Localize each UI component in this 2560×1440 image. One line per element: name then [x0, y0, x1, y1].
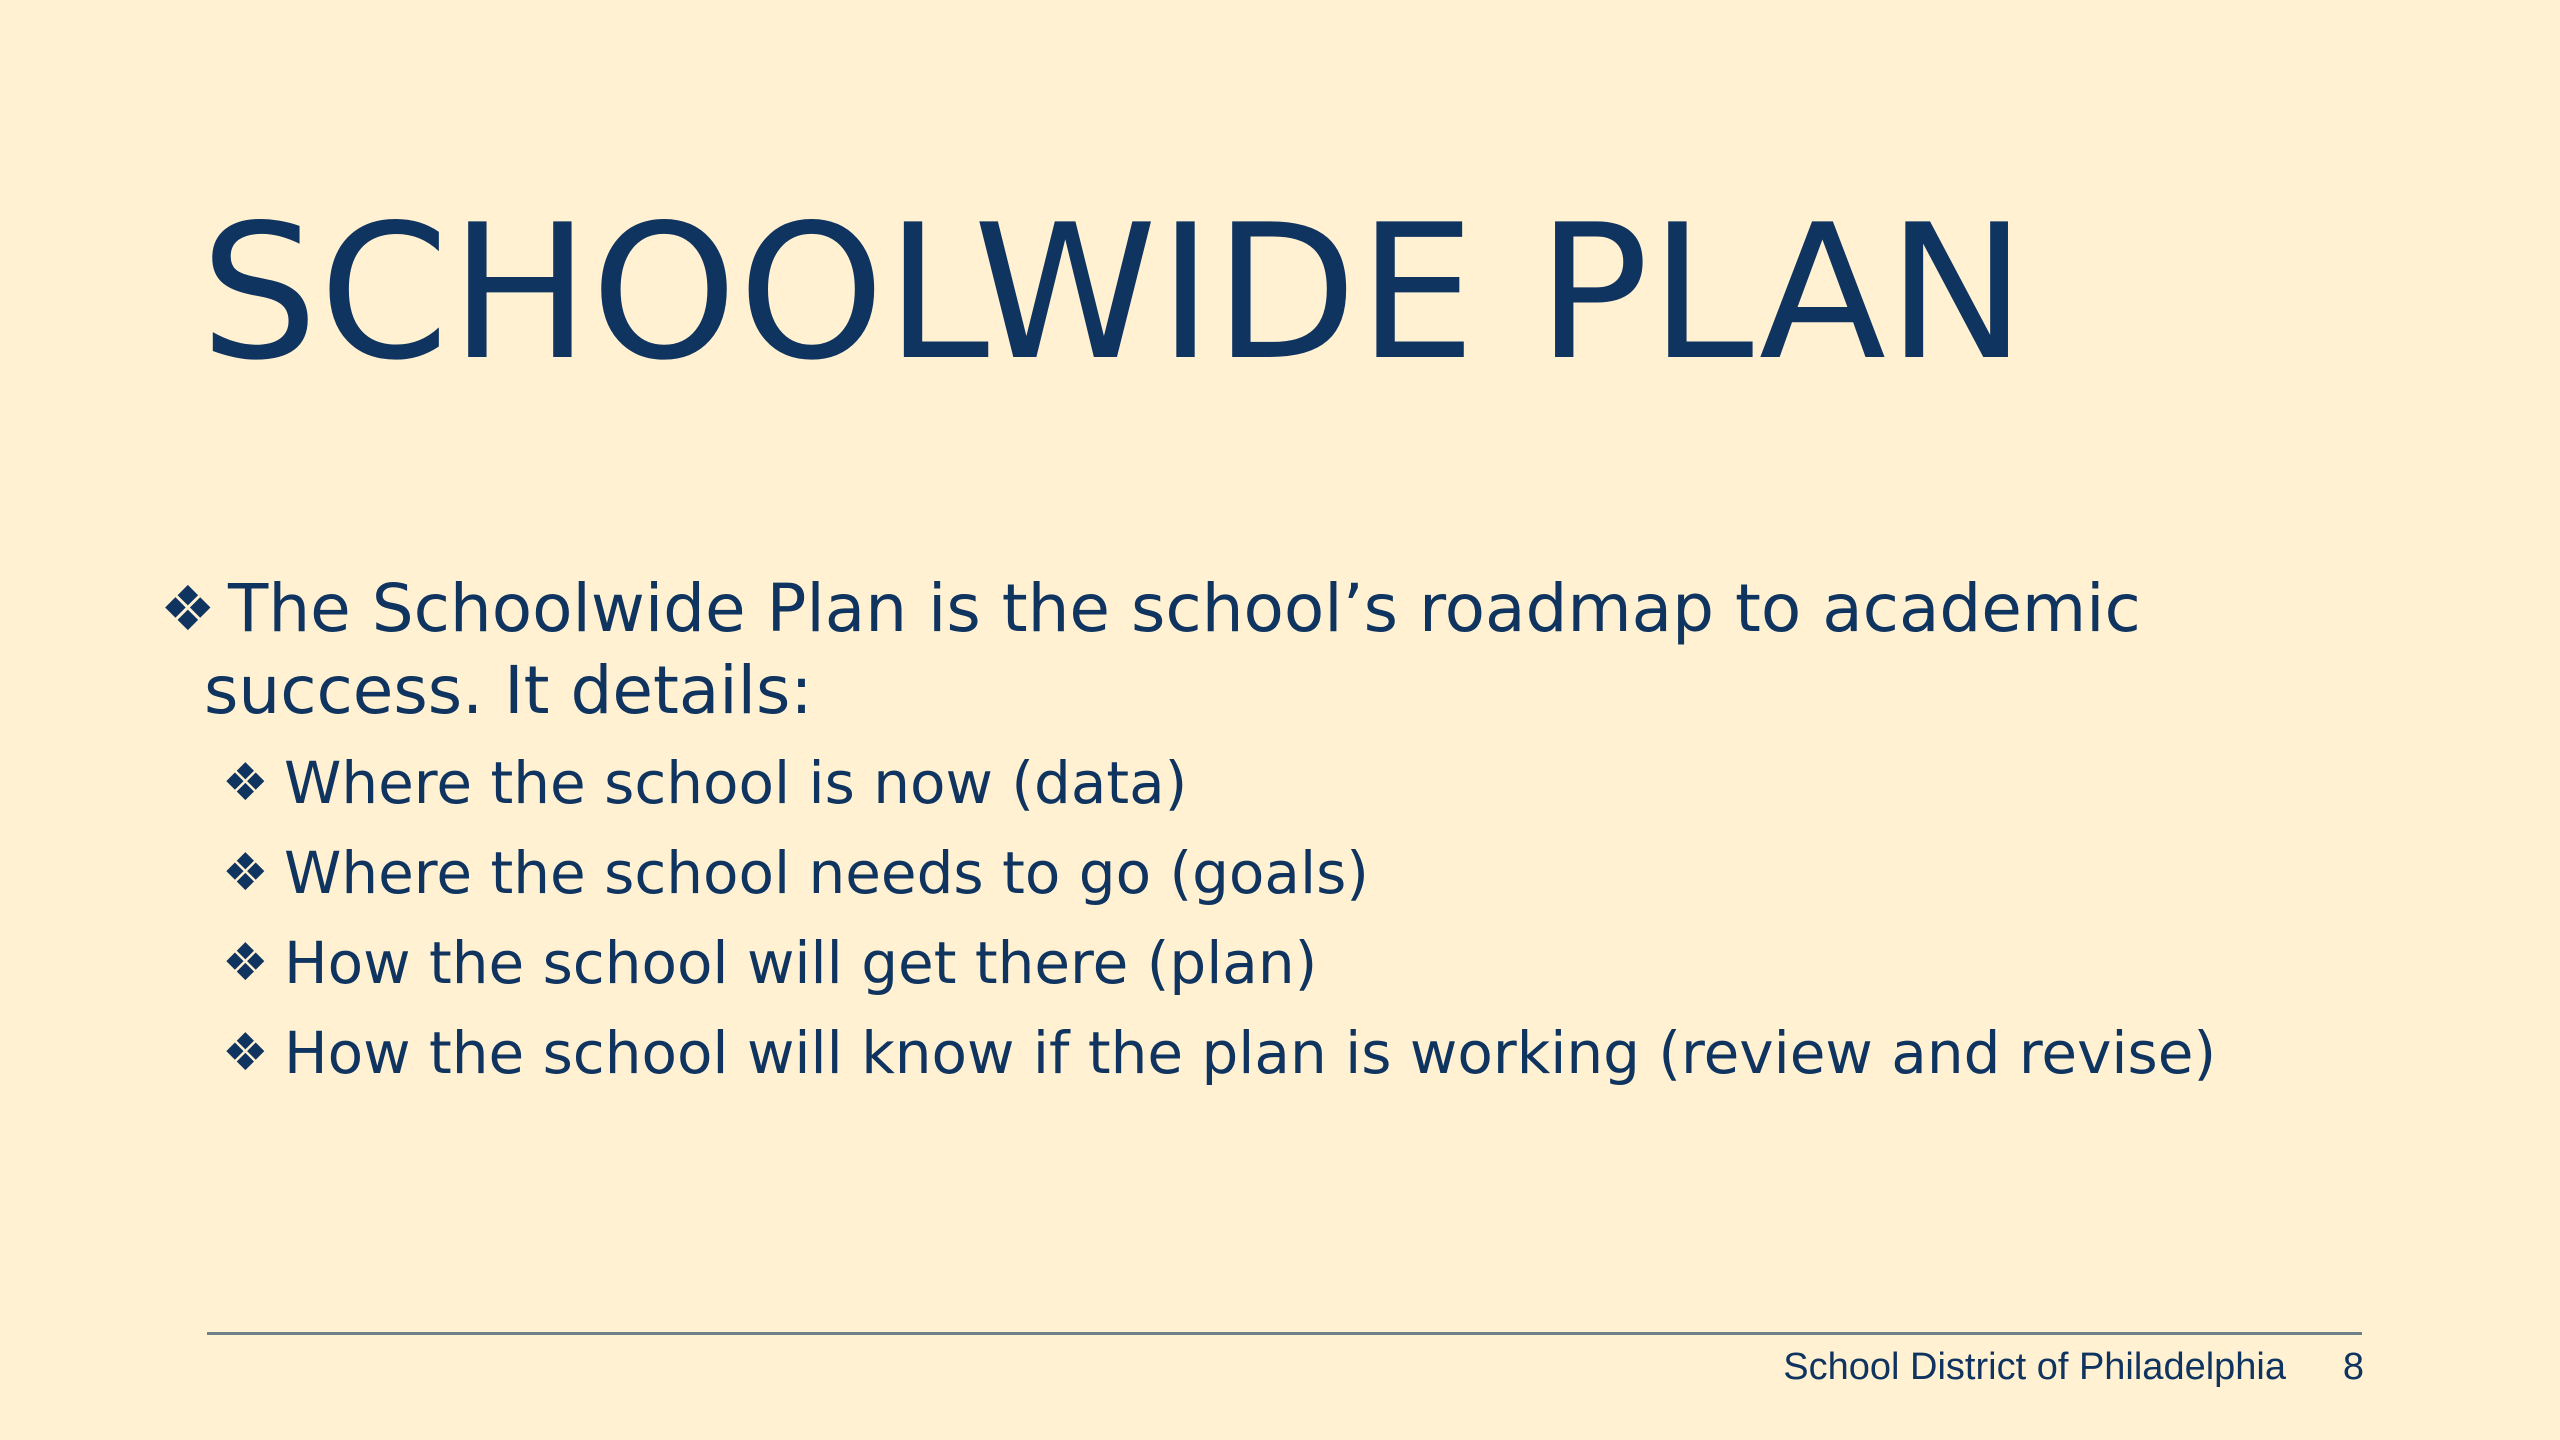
sub-bullet-text: How the school will get there (plan): [284, 929, 1318, 997]
diamond-bullet-icon: ❖: [222, 933, 269, 993]
main-bullet: [160, 568, 2390, 732]
sub-bullet: [222, 1008, 2390, 1098]
main-bullet-line-2: success. It details:: [204, 652, 813, 729]
main-bullet-line-1: The Schoolwide Plan is the school’s roadmap to academic: [228, 570, 2141, 647]
sub-bullet-list: [160, 738, 2390, 1098]
footer-organization: School District of Philadelphia: [1783, 1346, 2286, 1388]
page-number: 8: [2342, 1346, 2364, 1388]
slide-title: SCHOOLWIDE PLAN: [200, 184, 2028, 401]
diamond-bullet-icon: ❖: [160, 572, 216, 645]
sub-bullet-text: How the school will know if the plan is working (review and revise): [284, 1019, 2217, 1087]
diamond-bullet-icon: ❖: [222, 1023, 269, 1083]
diamond-bullet-icon: ❖: [222, 843, 269, 903]
sub-bullet: [222, 738, 2390, 828]
sub-bullet: [222, 828, 2390, 918]
sub-bullet-text: Where the school needs to go (goals): [284, 839, 1369, 907]
sub-bullet-text: Where the school is now (data): [284, 749, 1188, 817]
slide-content: [160, 568, 2390, 1098]
footer-divider: [207, 1332, 2362, 1335]
sub-bullet: [222, 918, 2390, 1008]
diamond-bullet-icon: ❖: [222, 753, 269, 813]
